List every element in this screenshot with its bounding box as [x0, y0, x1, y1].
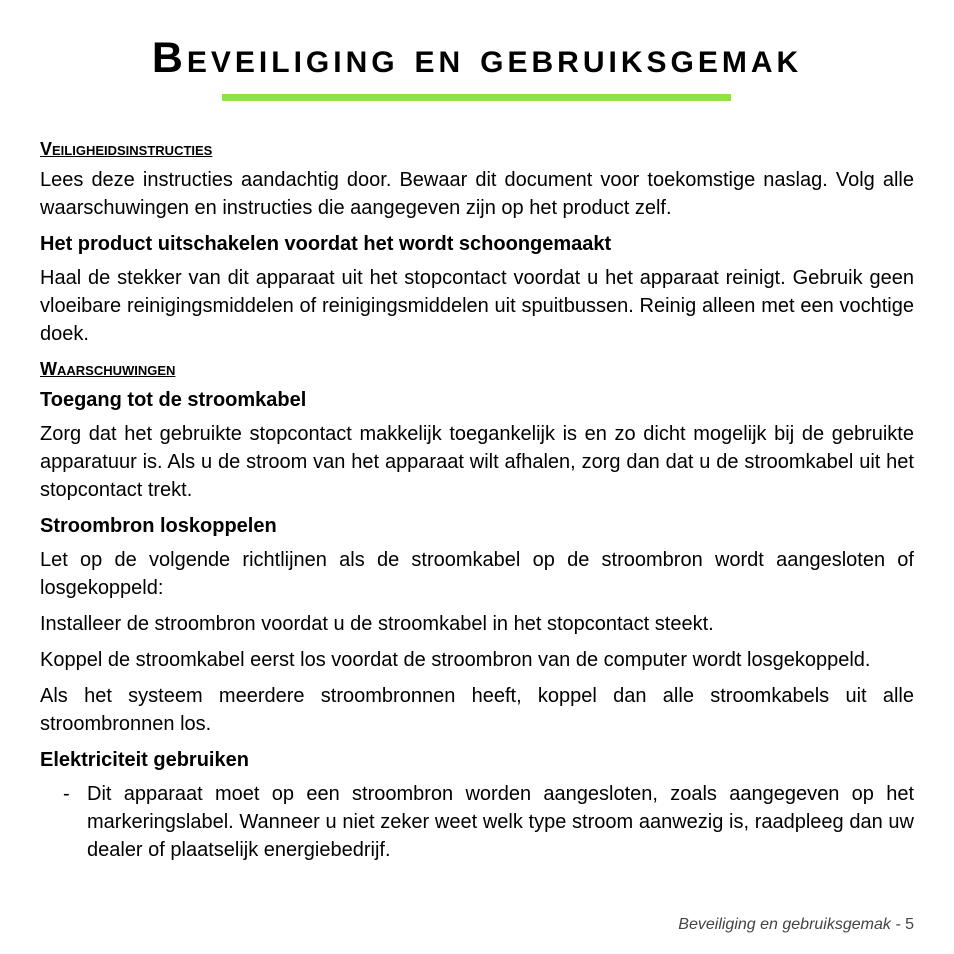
bullet-dash: - — [63, 783, 70, 805]
disconnect-paragraph-3: Koppel de stroomkabel eerst los voordat de stroombron van de computer wordt losgekoppeld. — [40, 649, 871, 671]
power-cable-access-paragraph: Zorg dat het gebruikte stopcontact makkelijk toegankelijk is en zo dicht mogelijk bij de gebruikte apparatuur is. Als u de stroom van het apparaat wilt afhalen, zorg dan dat u de stroomkabel uit het stopcontact trekt. — [40, 423, 914, 501]
disconnect-paragraph-1: Let op de volgende richtlijnen als de stroomkabel op de stroombron wordt aangesloten of losgekoppeld: — [40, 549, 914, 599]
electricity-bullet-text: Dit apparaat moet op een stroombron worden aangesloten, zoals aangegeven op het markeringslabel. Wanneer u niet zeker weet welk type stroom aanwezig is, raadpleeg dan uw dealer of plaatselijk energiebedrijf. — [87, 783, 914, 861]
page-title: Beveiliging en gebruiksgemak — [151, 34, 803, 82]
subheading-cleaning: Het product uitschakelen voordat het wordt schoongemaakt — [40, 233, 612, 255]
safety-intro-paragraph: Lees deze instructies aandachtig door. Bewaar dit document voor toekomstige naslag. Volg alle waarschuwingen en instructies die aangegeven zijn op het product zelf. — [40, 169, 914, 219]
cleaning-paragraph: Haal de stekker van dit apparaat uit het stopcontact voordat u het apparaat reinigt. Gebruik geen vloeibare reinigingsmiddelen of reinigingsmiddelen uit spuitbussen. Reinig alleen met een vochtige doek. — [40, 267, 914, 345]
disconnect-paragraph-4: Als het systeem meerdere stroombronnen heeft, koppel dan alle stroomkabels uit alle stroombronnen los. — [40, 685, 914, 735]
subheading-using-electricity: Elektriciteit gebruiken — [40, 749, 249, 771]
page-footer — [678, 916, 914, 934]
page-number: 5 — [905, 916, 914, 933]
list-item — [40, 780, 914, 864]
disconnect-paragraph-2: Installeer de stroombron voordat u de stroomkabel in het stopcontact steekt. — [40, 613, 714, 635]
document-body — [40, 136, 914, 864]
section-heading-safety: Veiligheidsinstructies — [40, 139, 213, 159]
footer-label: Beveiliging en gebruiksgemak - — [678, 916, 901, 933]
subheading-power-cable-access: Toegang tot de stroomkabel — [40, 389, 307, 411]
title-underline-bar — [222, 94, 731, 101]
section-heading-warnings: Waarschuwingen — [40, 359, 176, 379]
subheading-disconnect-power: Stroombron loskoppelen — [40, 515, 277, 537]
